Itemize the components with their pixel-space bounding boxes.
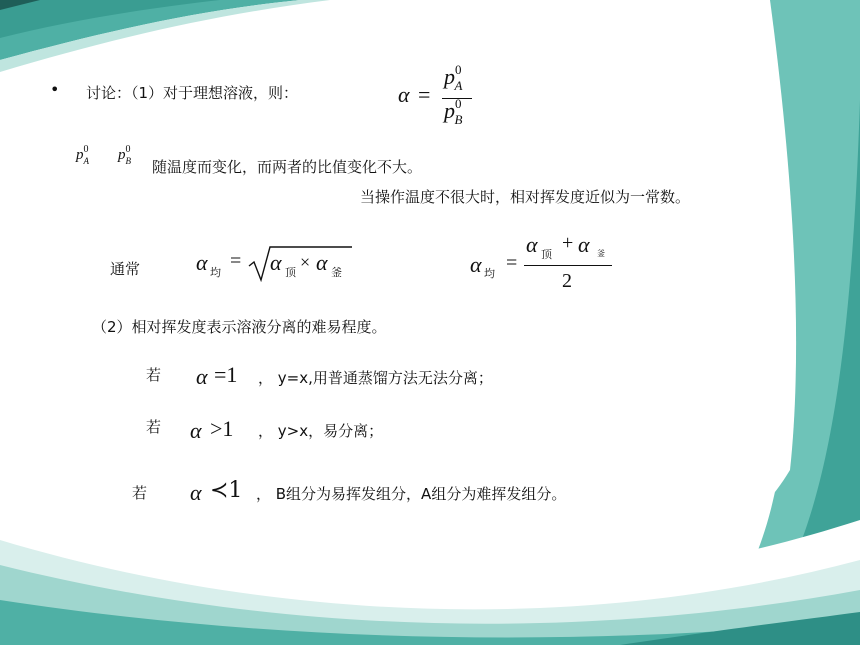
- p-symbol: p: [118, 147, 126, 163]
- alpha-symbol: α: [196, 250, 208, 275]
- alpha-symbol: α: [526, 232, 538, 257]
- superscript-zero: 0: [83, 144, 89, 155]
- plus-sign: +: [562, 232, 574, 254]
- point2-text: （2）相对挥发度表示溶液分离的难易程度。: [92, 318, 387, 336]
- alpha-symbol: α: [470, 252, 482, 277]
- alpha-symbol: α: [270, 250, 282, 275]
- avg-subscript: 均: [210, 266, 221, 279]
- case2-text: ， y>x，易分离；: [258, 422, 384, 440]
- avg-subscript: 均: [484, 267, 495, 280]
- alpha-definition: [398, 62, 488, 134]
- top-subscript: 顶: [541, 248, 552, 261]
- p-symbol: p: [444, 98, 455, 123]
- case3-ruo: 若: [132, 484, 148, 502]
- superscript-zero: 0: [455, 96, 462, 111]
- subscript-a: A: [454, 78, 463, 93]
- superscript-zero: 0: [125, 144, 131, 155]
- equals-sign: =: [506, 252, 518, 274]
- case2-relation: >1: [210, 416, 234, 441]
- subscript-a: A: [83, 156, 89, 166]
- subscript-b: B: [454, 112, 463, 127]
- alpha-symbol: α: [578, 232, 590, 257]
- denominator-two: 2: [562, 270, 572, 292]
- case3-alpha: α: [190, 480, 202, 505]
- p-symbol: p: [444, 64, 455, 89]
- subscript-b: B: [125, 156, 131, 166]
- case2-alpha: α: [190, 418, 202, 443]
- equals-sign: =: [230, 250, 242, 272]
- bullet: •: [50, 80, 60, 99]
- equals-sign: =: [418, 82, 431, 107]
- case1-relation: =1: [214, 362, 238, 387]
- p-symbol: p: [76, 147, 84, 163]
- fraction-bar: [524, 265, 612, 266]
- constant-text: 当操作温度不很大时，相对挥发度近似为一常数。: [360, 188, 691, 206]
- denominator: [444, 96, 469, 127]
- kettle-subscript: 釜: [597, 249, 605, 258]
- temperature-text: 随温度而变化，而两者的比值变化不大。: [152, 158, 423, 176]
- pa0-symbol: [76, 146, 94, 164]
- superscript-zero: 0: [455, 62, 462, 77]
- times-sign: ×: [300, 252, 311, 272]
- case3-text: ， B组分为易挥发组分，A组分为难挥发组分。: [256, 485, 567, 503]
- pb0-symbol: [118, 146, 136, 164]
- case1-ruo: 若: [146, 366, 162, 384]
- case1-text: ， y=x,用普通蒸馏方法无法分离；: [258, 369, 493, 387]
- case1-alpha: α: [196, 364, 208, 389]
- usual-label: 通常: [110, 260, 141, 278]
- case3-relation: ≺1: [210, 478, 243, 503]
- alpha-symbol: α: [316, 250, 328, 275]
- case2-ruo: 若: [146, 418, 162, 436]
- numerator: [444, 62, 469, 93]
- kettle-subscript: 釜: [331, 266, 342, 279]
- top-subscript: 顶: [285, 266, 296, 279]
- discussion-text: 讨论：（1）对于理想溶液，则：: [86, 84, 299, 102]
- geometric-mean-formula: [196, 244, 366, 284]
- alpha-symbol: α: [398, 82, 410, 107]
- arithmetic-mean-formula: [470, 232, 620, 296]
